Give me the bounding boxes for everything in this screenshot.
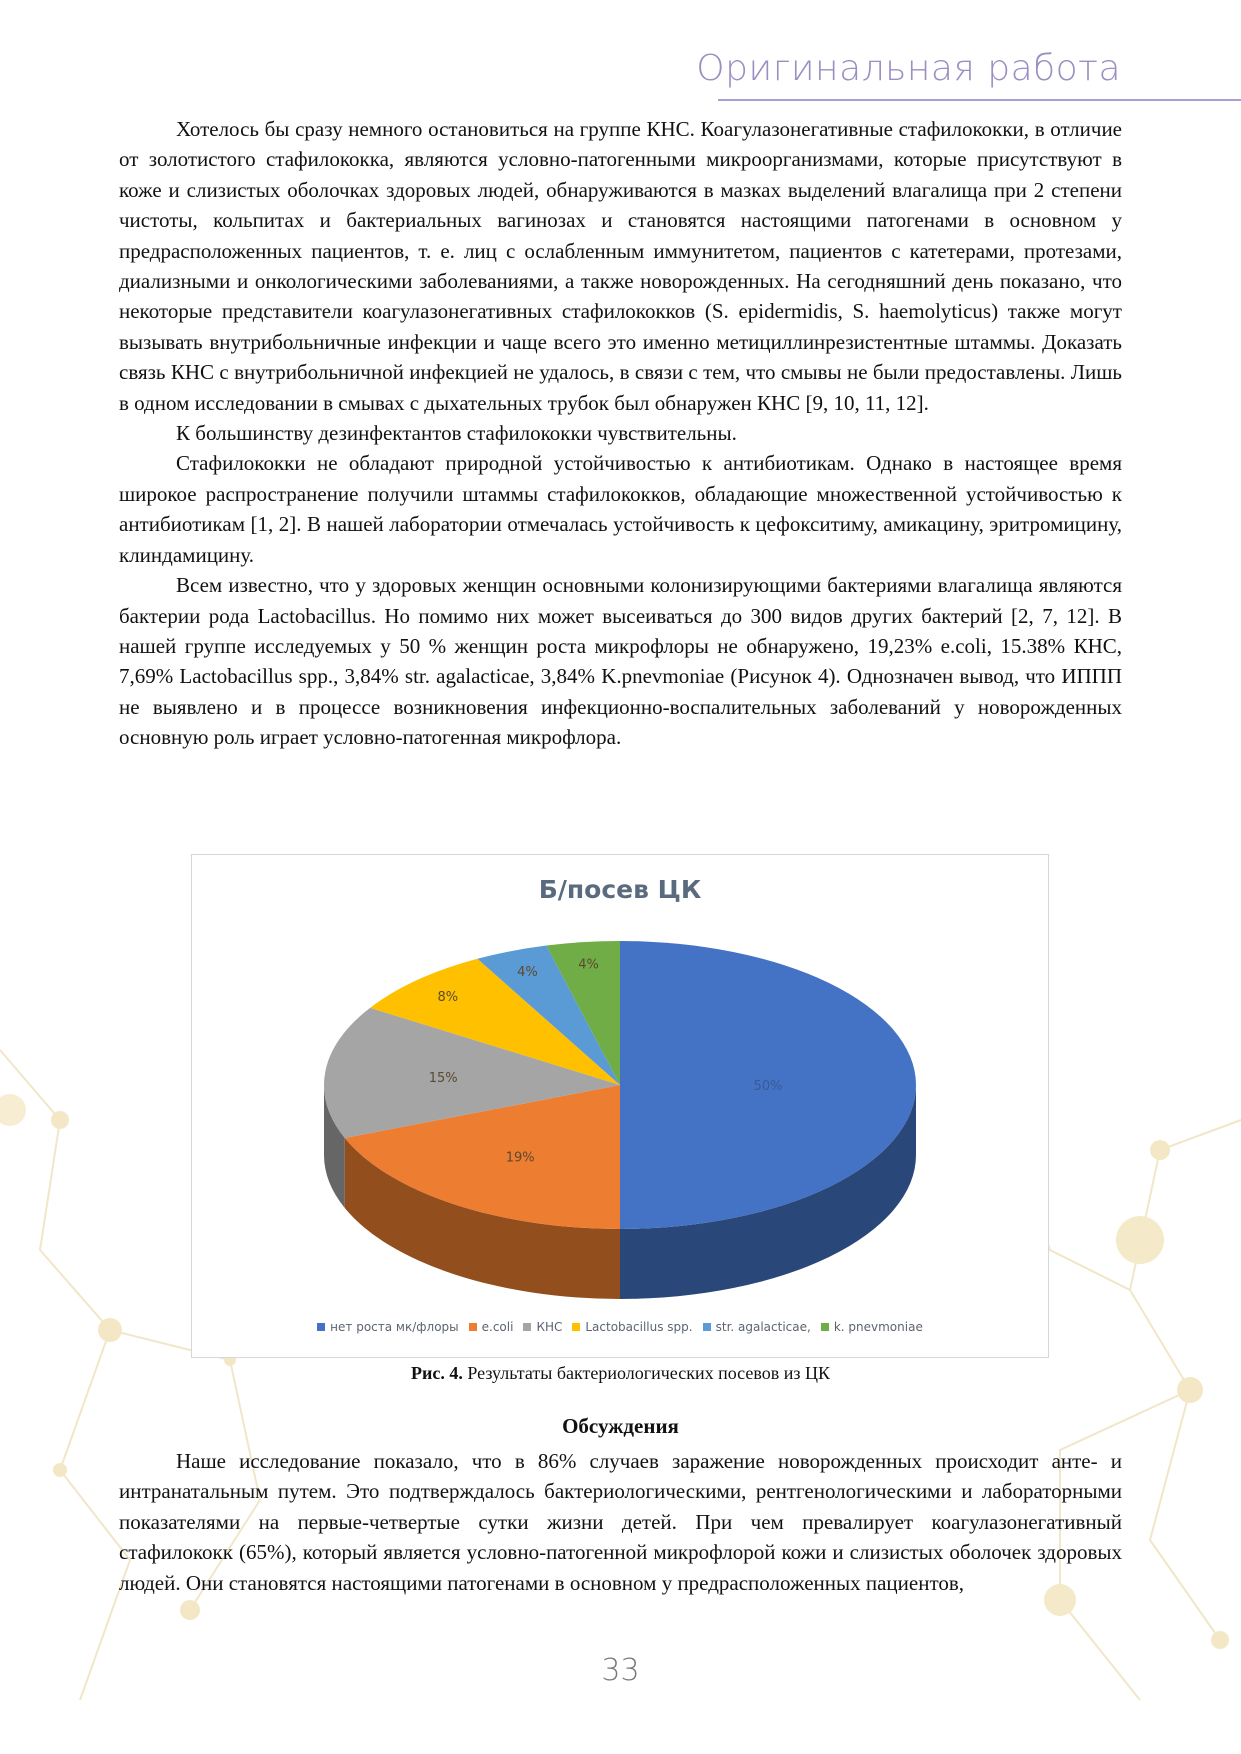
discussion-title: Обсуждения bbox=[562, 1414, 679, 1438]
legend-label: e.coli bbox=[481, 1320, 514, 1334]
legend-label: str. agalacticae, bbox=[715, 1320, 811, 1334]
paragraph: Стафилококки не обладают природной устойчивостью к антибиотикам. Однако в настоящее время широкое распространение получили штаммы стафилококков, обладающие множественной устойчивостью к антибиотикам [1, 2]. В нашей лаборатории отмечалась устойчивость к цефокситиму, амикацину, эритромицину, клиндамицину. bbox=[119, 451, 1122, 567]
legend-label: нет роста мк/флоры bbox=[330, 1320, 459, 1334]
pie-label-0: 50% bbox=[753, 1079, 783, 1094]
legend-item bbox=[523, 1320, 562, 1334]
legend-item bbox=[317, 1320, 458, 1334]
header-divider bbox=[718, 99, 1241, 101]
legend-item bbox=[703, 1320, 811, 1334]
legend-swatch bbox=[523, 1323, 531, 1331]
legend-swatch bbox=[821, 1323, 829, 1331]
pie-label-1: 19% bbox=[505, 1150, 535, 1166]
legend-swatch bbox=[469, 1323, 477, 1331]
pie-label-5: 4% bbox=[578, 957, 599, 973]
figure-caption bbox=[0, 1363, 1241, 1384]
legend-swatch bbox=[572, 1323, 580, 1331]
paragraph: Наше исследование показало, что в 86% случаев заражение новорожденных происходит анте- и интранатальным путем. Это подтверждалось бактериологическими, рентгенологическими и лабораторными показателями на первые-четвертые сутки жизни детей. При чем превалирует коагулазонегативный стафилококк (65%), который является условно-патогенной микрофлорой кожи и слизистых оболочек здоровых людей. Они становятся настоящими патогенами в основном у предрасположенных пациентов, bbox=[119, 1449, 1122, 1595]
body-text bbox=[119, 114, 1122, 753]
pie-chart bbox=[192, 855, 1048, 1357]
pie-label-3: 8% bbox=[437, 989, 459, 1005]
legend-label: k. pnevmoniae bbox=[833, 1320, 923, 1334]
caption-label: Рис. 4. bbox=[410, 1363, 463, 1383]
figure-chart bbox=[191, 854, 1049, 1358]
chart-legend bbox=[192, 1320, 1048, 1334]
legend-swatch bbox=[703, 1323, 711, 1331]
paragraph: Всем известно, что у здоровых женщин основными колонизирующими бактериями влагалища являются бактерии рода Lactobacillus. Но помимо них может высеиваться до 300 видов других бактерий [2, 7, 12]. В нашей группе исследуемых у 50 % женщин роста микрофлоры не обнаружено, 19,23% e.coli, 15.38% КНС, 7,69% Lactobacillus spp., 3,84% str. agalacticae, 3,84% K.pnevmoniae (Рисунок 4). Однозначен вывод, что ИППП не выявлено и в процессе возникновения инфекционно-воспалительных заболеваний у новорожденных основную роль играет условно-патогенная микрофлора. bbox=[119, 573, 1122, 750]
paragraph: К большинству дезинфектантов стафилококки чувствительны. bbox=[176, 421, 737, 446]
legend-item bbox=[821, 1320, 923, 1334]
page-number: 33 bbox=[601, 1653, 640, 1688]
legend-label: Lactobacillus spp. bbox=[585, 1320, 693, 1334]
caption-text: Результаты бактериологических посевов из ЦК bbox=[462, 1363, 831, 1383]
pie-label-2: 15% bbox=[428, 1070, 458, 1086]
legend-item bbox=[572, 1320, 692, 1334]
pie-label-4: 4% bbox=[517, 965, 538, 981]
section-header: Оригинальная работа bbox=[696, 48, 1121, 89]
chart-title: Б/посев ЦК bbox=[538, 875, 702, 904]
legend-swatch bbox=[317, 1323, 325, 1331]
legend-label: КНС bbox=[536, 1320, 563, 1334]
paragraph: Хотелось бы сразу немного остановиться на группе КНС. Коагулазонегативные стафилококки, в отличие от золотистого стафилококка, являются условно-патогенными микроорганизмами, которые присутствуют в коже и слизистых оболочках здоровых людей, обнаруживаются в мазках выделений влагалища при 2 степени чистоты, кольпитах и бактериальных вагинозах и становятся настоящими патогенами в основном у предрасположенных пациентов, т. е. лиц с ослабленным иммунитетом, пациентов с катетерами, протезами, диализными и онкологическими заболеваниями, а также новорожденных. На сегодняшний день показано, что некоторые представители коагулазонегативных стафилококков (S. epidermidis, S. haemolyticus) также могут вызывать внутрибольничные инфекции и чаще всего это именно метициллинрезистентные штаммы. Доказать связь КНС с внутрибольничной инфекцией не удалось, в связи с тем, что смывы не были предоставлены. Лишь в одном исследовании в смывах с дыхательных трубок был обнаружен КНС [9, 10, 11, 12]. bbox=[119, 117, 1122, 415]
legend-item bbox=[469, 1320, 514, 1334]
discussion-text bbox=[119, 1446, 1122, 1598]
